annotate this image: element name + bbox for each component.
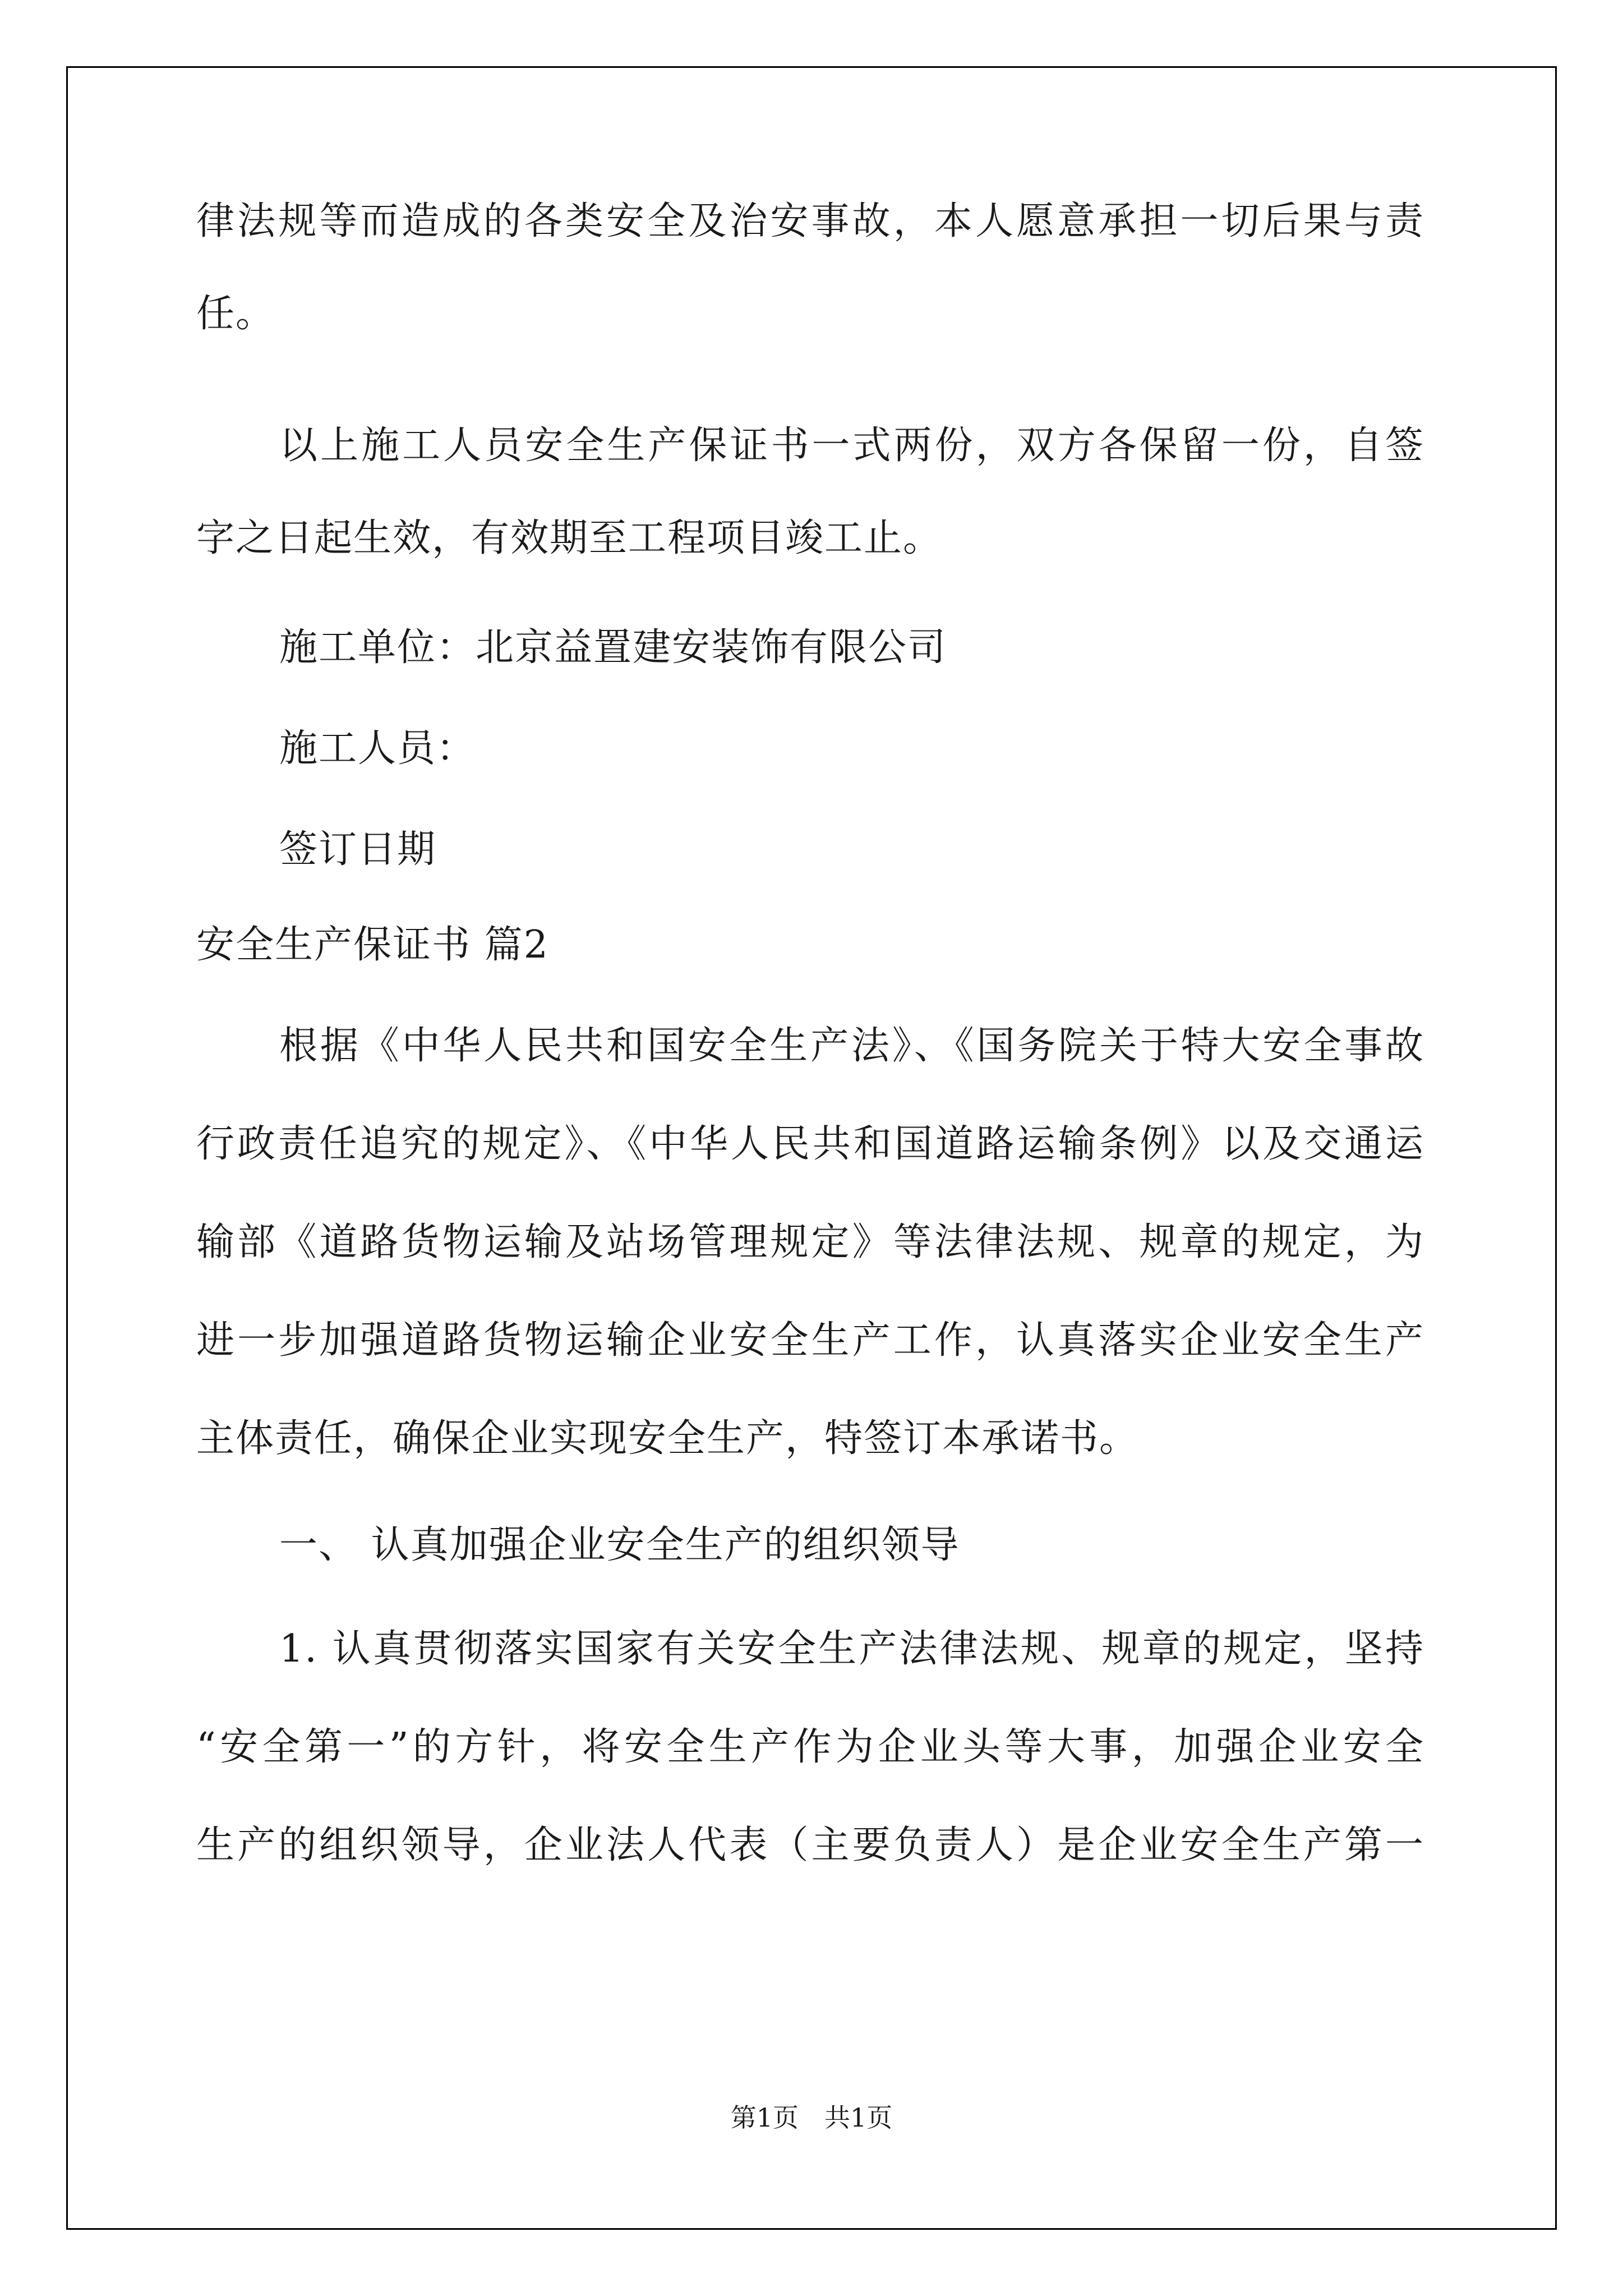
paragraph-line: 以上施工人员安全生产保证书一式两份，双方各保留一份，自签 [279, 424, 1424, 468]
paragraph-line: 任。 [196, 292, 275, 336]
paragraph-line: 主体责任，确保企业实现安全生产，特签订本承诺书。 [196, 1416, 1139, 1461]
paragraph-line: 字之日起生效，有效期至工程项目竣工止。 [196, 516, 943, 560]
paragraph-line: “安全第一”的方针，将安全生产作为企业头等大事，加强企业安全 [196, 1725, 1424, 1769]
construction-unit-line: 施工单位：北京益置建安装饰有限公司 [279, 625, 947, 670]
paragraph-line: 1. 认真贯彻落实国家有关安全生产法律法规、规章的规定，坚持 [279, 1627, 1424, 1671]
paragraph-line: 行政责任追究的规定》、《中华人民共和国道路运输条例》以及交通运 [196, 1122, 1424, 1166]
paragraph-line: 律法规等而造成的各类安全及治安事故，本人愿意承担一切后果与责 [196, 199, 1424, 243]
paragraph-line: 根据《中华人民共和国安全生产法》、《国务院关于特大安全事故 [279, 1024, 1424, 1068]
section-heading: 安全生产保证书 篇2 [196, 923, 549, 967]
page-footer: 第1页 共1页 [730, 2102, 893, 2133]
subsection-heading: 一、 认真加强企业安全生产的组织领导 [279, 1523, 960, 1567]
paragraph-line: 进一步加强道路货物运输企业安全生产工作，认真落实企业安全生产 [196, 1318, 1424, 1363]
construction-personnel-line: 施工人员： [279, 726, 476, 771]
paragraph-line: 生产的组织领导，企业法人代表（主要负责人）是企业安全生产第一 [196, 1823, 1424, 1867]
paragraph-line: 输部《道路货物运输及站场管理规定》等法律法规、规章的规定，为 [196, 1220, 1424, 1264]
signing-date-line: 签订日期 [279, 827, 437, 872]
